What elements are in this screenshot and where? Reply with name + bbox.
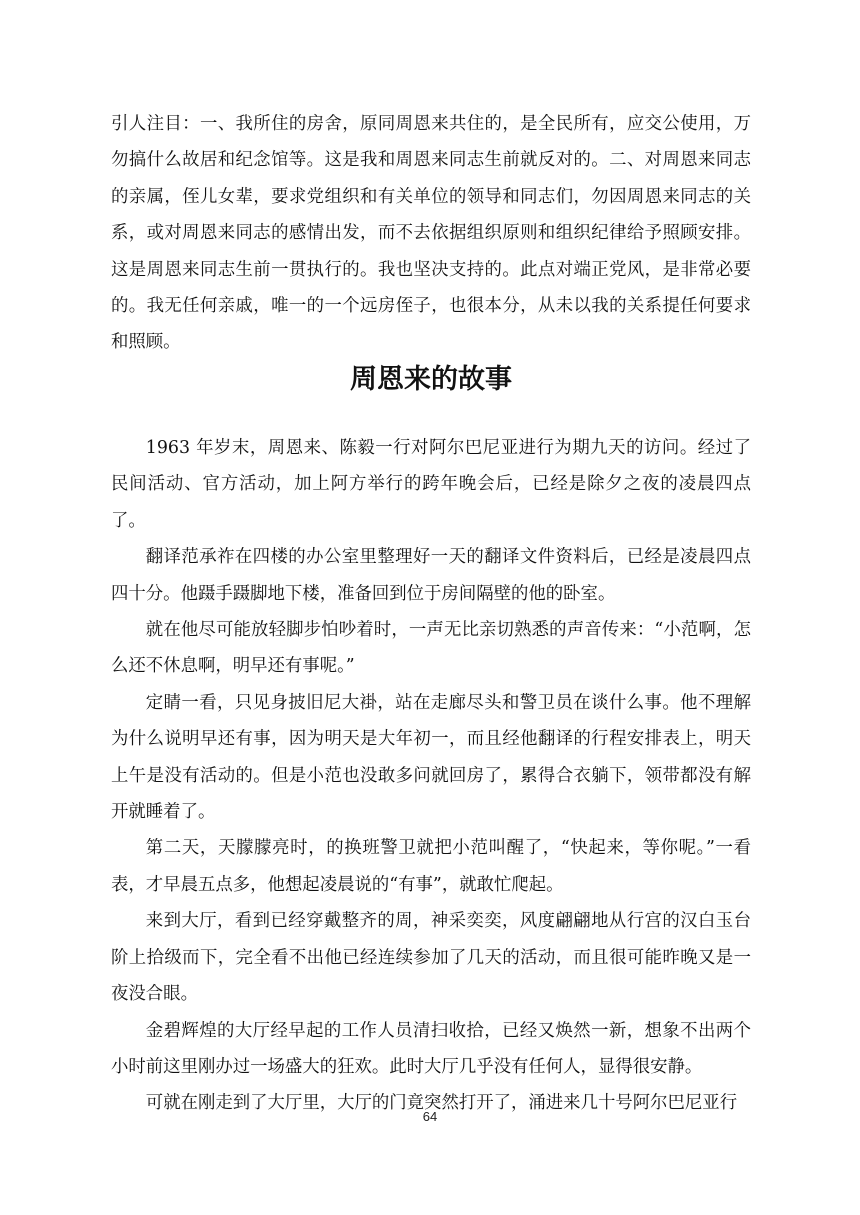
story-paragraph: 来到大厅，看到已经穿戴整齐的周，神采奕奕，风度翩翩地从行宫的汉白玉台阶上拾级而下，完全看不出他已经连续参加了几天的活动，而且很可能昨晚又是一夜没合眼。: [111, 911, 751, 1005]
story-paragraph: 金碧辉煌的大厅经早起的工作人员清扫收拾，已经又焕然一新，想象不出两个小时前这里刚办过一场盛大的狂欢。此时大厅几乎没有任何人，显得很安静。: [111, 1020, 751, 1077]
section-title: 周恩来的故事: [350, 364, 512, 395]
story-paragraph: 翻译范承祚在四楼的办公室里整理好一天的翻译文件资料后，已经是凌晨四点四十分。他蹑手蹑脚地下楼，准备回到位于房间隔壁的他的卧室。: [111, 547, 751, 604]
story-body: [111, 430, 751, 1122]
intro-paragraph: 引人注目：一、我所住的房舍，原同周恩来共住的，是全民所有，应交公使用，万勿搞什么故居和纪念馆等。这是我和周恩来同志生前就反对的。二、对周恩来同志的亲属，侄儿女辈，要求党组织和有关单位的领导和同志们，勿因周恩来同志的关系，或对周恩来同志的感情出发，而不去依据组织原则和组织纪律给予照顾安排。这是周恩来同志生前一贯执行的。我也坚决支持的。此点对端正党风，是非常必要的。我无任何亲戚，唯一的一个远房侄子，也很本分，从未以我的关系提任何要求和照顾。: [111, 114, 751, 353]
story-paragraph: 第二天，天朦朦亮时，的换班警卫就把小范叫醒了，“快起来，等你呢。”一看表，才早晨五点多，他想起凌晨说的“有事”，就敢忙爬起。: [111, 838, 751, 895]
story-paragraph: 1963 年岁末，周恩来、陈毅一行对阿尔巴尼亚进行为期九天的访问。经过了民间活动、官方活动，加上阿方举行的跨年晚会后，已经是除夕之夜的凌晨四点了。: [111, 438, 751, 531]
story-paragraph: 定睛一看，只见身披旧尼大褂，站在走廊尽头和警卫员在谈什么事。他不理解为什么说明早还有事，因为明天是大年初一，而且经他翻译的行程安排表上，明天上午是没有活动的。但是小范也没敢多问就回房了，累得合衣躺下，领带都没有解开就睡着了。: [111, 692, 751, 823]
story-paragraph: 就在他尽可能放轻脚步怕吵着时，一声无比亲切熟悉的声音传来：“小范啊，怎么还不休息啊，明早还有事呢。”: [111, 620, 751, 677]
story-paragraph: 可就在刚走到了大厅里，大厅的门竟突然打开了，涌进来几十号阿尔巴尼亚行: [145, 1093, 738, 1114]
page-number: 64: [422, 1109, 438, 1124]
